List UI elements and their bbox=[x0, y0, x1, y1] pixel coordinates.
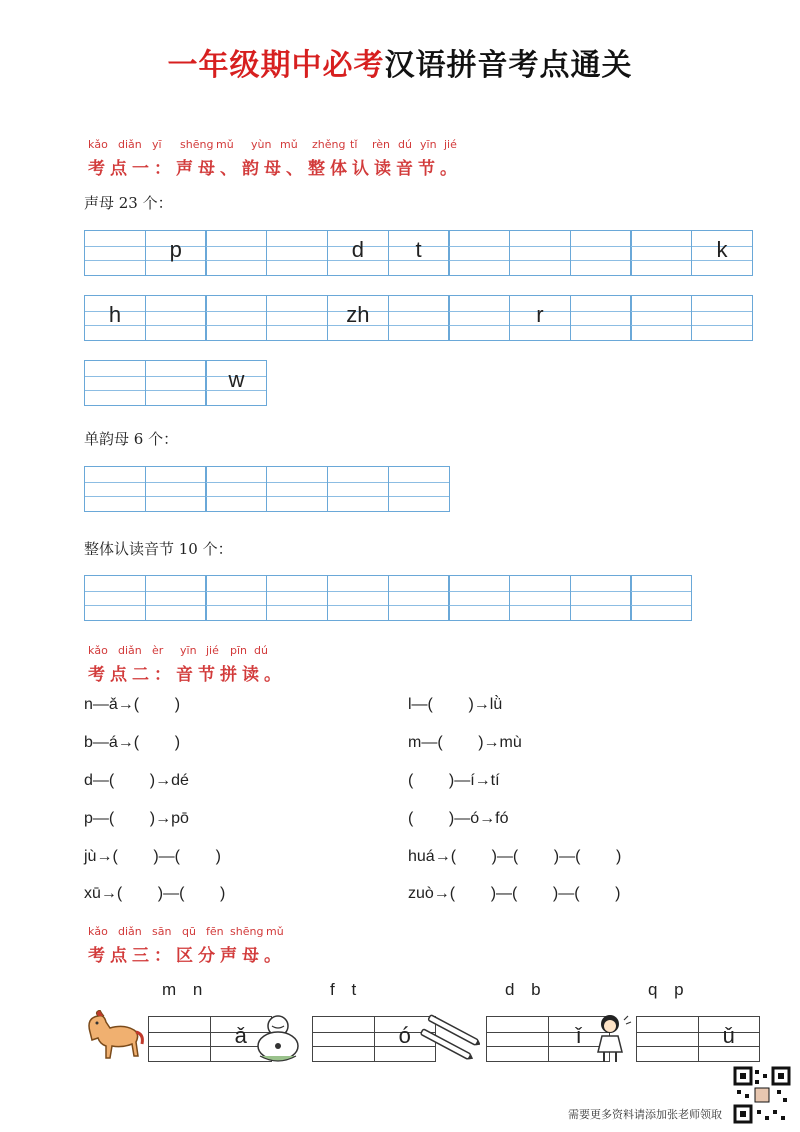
pinyin-word: mǔ bbox=[266, 925, 284, 938]
writing-cell[interactable]: h bbox=[84, 295, 146, 341]
writing-cell[interactable] bbox=[145, 466, 207, 512]
finals-label: 单韵母 6 个： bbox=[84, 430, 179, 448]
pinyin-word: kǎo bbox=[88, 644, 108, 657]
writing-cell[interactable] bbox=[266, 230, 328, 276]
writing-cell[interactable] bbox=[84, 230, 146, 276]
writing-cell[interactable] bbox=[570, 575, 632, 621]
exercise-item[interactable]: jù→( )—( ) bbox=[84, 848, 221, 865]
page-title bbox=[0, 40, 800, 84]
initials-grid-row-3 bbox=[84, 360, 267, 406]
writing-cell[interactable] bbox=[448, 295, 510, 341]
writing-cell[interactable] bbox=[570, 295, 632, 341]
initial-pair: m n bbox=[162, 980, 209, 999]
writing-cell[interactable] bbox=[205, 466, 267, 512]
answer-cell[interactable] bbox=[637, 1017, 698, 1061]
syllables-grid bbox=[84, 575, 692, 621]
initials-grid-row-1 bbox=[84, 230, 753, 276]
writing-cell[interactable] bbox=[448, 230, 510, 276]
writing-cell[interactable] bbox=[84, 360, 146, 406]
writing-cell[interactable]: k bbox=[691, 230, 753, 276]
writing-cell[interactable] bbox=[448, 575, 510, 621]
final-cell: ǔ bbox=[698, 1017, 760, 1061]
horse-icon bbox=[80, 1010, 146, 1064]
writing-cell[interactable] bbox=[266, 295, 328, 341]
writing-cell[interactable] bbox=[327, 466, 389, 512]
pinyin-word: diǎn bbox=[118, 925, 142, 938]
pinyin-word: jié bbox=[444, 138, 457, 151]
pinyin-word: yīn bbox=[180, 644, 197, 657]
writing-cell[interactable] bbox=[570, 230, 632, 276]
exercise-item[interactable]: l—( )→lǜ bbox=[408, 696, 503, 713]
pinyin-word: rèn bbox=[372, 138, 391, 151]
writing-cell[interactable] bbox=[84, 575, 146, 621]
final-cell: ǐ bbox=[548, 1017, 610, 1061]
writing-cell[interactable] bbox=[630, 230, 692, 276]
initials-grid-row-2 bbox=[84, 295, 753, 341]
final-cell: ó bbox=[374, 1017, 436, 1061]
writing-cell[interactable] bbox=[266, 575, 328, 621]
exercise-item[interactable]: b—á→( ) bbox=[84, 734, 181, 751]
section2-heading: 考点二：音节拼读。 bbox=[88, 665, 286, 685]
exercise-item[interactable]: ( )—ó→fó bbox=[408, 810, 509, 827]
pinyin-word: jié bbox=[206, 644, 219, 657]
writing-cell[interactable] bbox=[327, 575, 389, 621]
pinyin-word: pīn bbox=[230, 644, 248, 657]
writing-cell[interactable]: zh bbox=[327, 295, 389, 341]
writing-cell[interactable] bbox=[84, 466, 146, 512]
exercise-item[interactable]: m—( )→mù bbox=[408, 734, 522, 751]
pinyin-word: yùn bbox=[251, 138, 272, 151]
exercise-item[interactable]: xū→( )—( ) bbox=[84, 885, 226, 902]
pinyin-word: kǎo bbox=[88, 925, 108, 938]
writing-cell[interactable] bbox=[266, 466, 328, 512]
pinyin-word: shēng bbox=[230, 925, 264, 938]
section1-heading: 考点一：声母、韵母、整体认读音节。 bbox=[88, 159, 462, 179]
writing-cell[interactable]: p bbox=[145, 230, 207, 276]
answer-cell[interactable] bbox=[487, 1017, 548, 1061]
writing-cell[interactable] bbox=[388, 575, 450, 621]
exercise-item[interactable]: d—( )→dé bbox=[84, 772, 189, 789]
pinyin-word: tǐ bbox=[350, 138, 358, 151]
initials-label: 声母 23 个： bbox=[84, 194, 173, 212]
writing-cell[interactable] bbox=[205, 575, 267, 621]
exercise-item[interactable]: n—ǎ→( ) bbox=[84, 696, 181, 713]
writing-cell[interactable] bbox=[691, 295, 753, 341]
pinyin-word: mǔ bbox=[216, 138, 234, 151]
writing-cell[interactable] bbox=[630, 295, 692, 341]
initial-pair: q p bbox=[648, 980, 690, 999]
writing-cell[interactable] bbox=[145, 575, 207, 621]
initial-pair: d b bbox=[505, 980, 547, 999]
pinyin-word: sān bbox=[152, 925, 172, 938]
title-black: 汉语拼音考点通关 bbox=[384, 48, 633, 83]
pinyin-word: fēn bbox=[206, 925, 224, 938]
pinyin-word: dú bbox=[254, 644, 268, 657]
writing-cell[interactable] bbox=[205, 230, 267, 276]
writing-cell[interactable] bbox=[388, 466, 450, 512]
exercise-item[interactable]: p—( )→pō bbox=[84, 810, 189, 827]
exercise-item[interactable]: ( )—í→tí bbox=[408, 772, 500, 789]
writing-cell[interactable] bbox=[205, 295, 267, 341]
pinyin-word: diǎn bbox=[118, 138, 142, 151]
section3-heading: 考点三：区分声母。 bbox=[88, 946, 286, 966]
writing-cell[interactable]: t bbox=[388, 230, 450, 276]
answer-box bbox=[636, 1016, 760, 1062]
exercise-item[interactable]: huá→( )—( )—( ) bbox=[408, 848, 622, 865]
exercise-item[interactable]: zuò→( )—( )—( ) bbox=[408, 885, 621, 902]
writing-cell[interactable]: d bbox=[327, 230, 389, 276]
pinyin-word: yī bbox=[152, 138, 162, 151]
writing-cell[interactable] bbox=[388, 295, 450, 341]
writing-cell[interactable]: w bbox=[205, 360, 267, 406]
pinyin-word: qū bbox=[182, 925, 196, 938]
answer-cell[interactable] bbox=[313, 1017, 374, 1061]
pinyin-word: yīn bbox=[420, 138, 437, 151]
final-cell: ǎ bbox=[210, 1017, 272, 1061]
writing-cell[interactable] bbox=[145, 360, 207, 406]
answer-cell[interactable] bbox=[149, 1017, 210, 1061]
writing-cell[interactable] bbox=[509, 575, 571, 621]
initial-pair: f t bbox=[330, 980, 363, 999]
pinyin-word: mǔ bbox=[280, 138, 298, 151]
title-red: 一年级期中必考 bbox=[167, 48, 385, 83]
qr-code-icon bbox=[733, 1066, 791, 1124]
finals-grid bbox=[84, 466, 450, 512]
footer-note: 需要更多资料请添加张老师领取 bbox=[568, 1108, 722, 1121]
pinyin-word: diǎn bbox=[118, 644, 142, 657]
pinyin-word: kǎo bbox=[88, 138, 108, 151]
writing-cell[interactable] bbox=[509, 230, 571, 276]
writing-cell[interactable] bbox=[145, 295, 207, 341]
pinyin-word: dú bbox=[398, 138, 412, 151]
writing-cell[interactable] bbox=[630, 575, 692, 621]
writing-cell[interactable]: r bbox=[509, 295, 571, 341]
pinyin-word: èr bbox=[152, 644, 164, 657]
pinyin-word: shēng bbox=[180, 138, 214, 151]
pinyin-word: zhěng bbox=[312, 138, 346, 151]
syllables-label: 整体认读音节 10 个： bbox=[84, 540, 233, 558]
